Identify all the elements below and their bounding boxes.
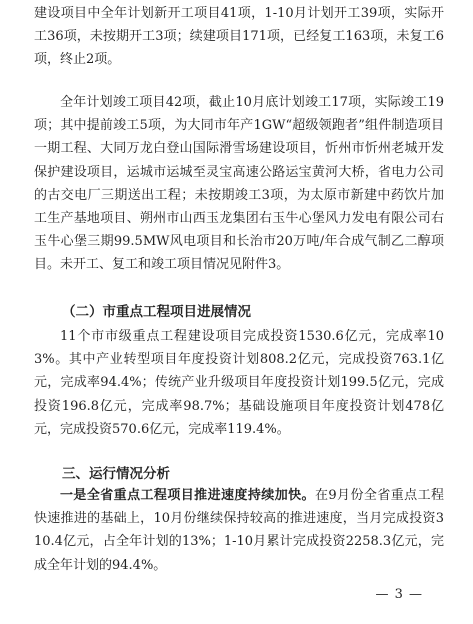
section-heading-city-projects: （二）市重点工程项目进展情况 <box>62 304 251 320</box>
page-number: — 3 — <box>375 587 423 602</box>
section-heading-analysis: 三、运行情况分析 <box>62 466 170 482</box>
paragraph-progress-analysis <box>34 484 444 577</box>
paragraph-text: 在9月份全省重点工程快速推进的基础上，10月份继续保持较高的推进速度，当月完成投资310.4亿元，占全年计划的13%；1-10月累计完成投资2258.3亿元，完成全年计划的94.4%。 <box>34 488 444 573</box>
paragraph-lead-bold: 一是全省重点工程项目推进速度持续加快。 <box>60 488 315 503</box>
paragraph-text: 11个市市级重点工程建设项目完成投资1530.6亿元，完成率103%。其中产业转型项目年度投资计划808.2亿元，完成投资763.1亿元，完成率94.4%；传统产业升级项目年度投资计划199.5亿元，完成投资196.8亿元，完成率98.7%；基础设施项目年度投资计划478亿元，完成投资570.6亿元，完成率119.4%。 <box>34 329 444 437</box>
paragraph-text: 全年计划竣工项目42项，截止10月底计划竣工17项，实际竣工19项；其中提前竣工5项，为大同市年产1GW“超级领跑者”组件制造项目一期工程、大同万龙白登山国际滑雪场建设项目，忻州市忻州老城开发保护建设项目，运城市运城至灵宝高速公路运宝黄河大桥，省电力公司的古交电厂三期送出工程；未按期竣工3项，为太原市新建中药饮片加工生产基地项目、朔州市山西玉龙集团右玉牛心堡风力发电有限公司右玉牛心堡三期99.5MW风电项目和长治市20万吨/年合成气制乙二醇项目。未开工、复工和竣工项目情况见附件3。 <box>34 95 444 273</box>
paragraph-city-investment <box>34 325 444 441</box>
paragraph-completion-projects <box>34 91 444 277</box>
paragraph-construction-projects <box>34 2 444 72</box>
paragraph-text: 建设项目中全年计划新开工项目41项，1-10月计划开工39项，实际开工36项，未按期开工3项；续建项目171项，已经复工163项，未复工6项，终止2项。 <box>34 6 444 68</box>
